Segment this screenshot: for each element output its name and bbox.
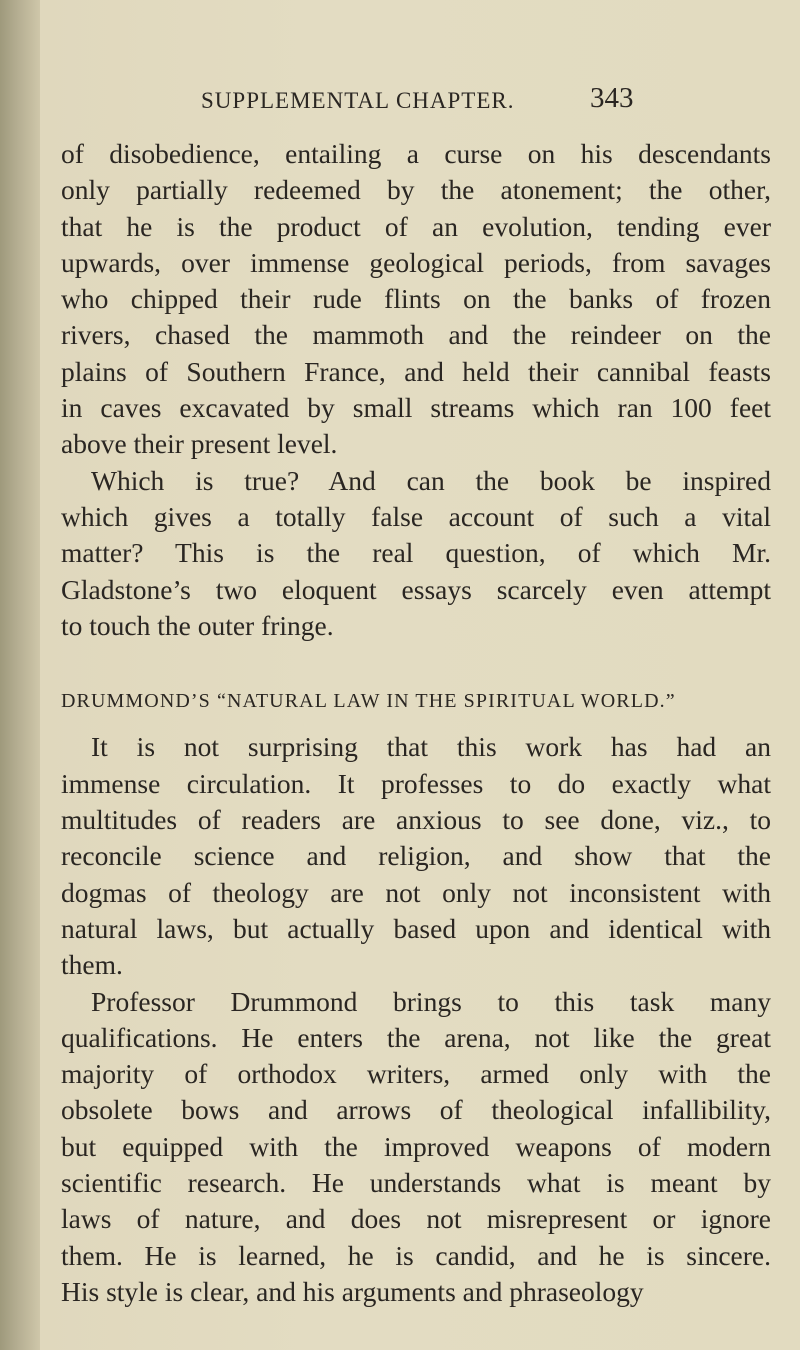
page-gutter-shadow bbox=[0, 0, 40, 1350]
text-line: them. bbox=[61, 949, 123, 981]
text-line: qualifications. He enters the arena, not like the great bbox=[61, 1021, 771, 1053]
text-line: dogmas of theology are not only not inconsistent with bbox=[61, 876, 771, 908]
text-line: reconcile science and religion, and show that the bbox=[61, 840, 771, 872]
page-header bbox=[0, 82, 800, 122]
text-line: rivers, chased the mammoth and the reindeer on the bbox=[61, 319, 771, 351]
text-line: obsolete bows and arrows of theological infallibility, bbox=[61, 1094, 771, 1126]
text-line: above their present level. bbox=[61, 428, 338, 460]
text-line: but equipped with the improved weapons of modern bbox=[61, 1130, 771, 1162]
text-line: It is not surprising that this work has had an bbox=[91, 731, 771, 763]
text-line: immense circulation. It professes to do exactly what bbox=[61, 767, 771, 799]
text-line: plains of Southern France, and held their cannibal feasts bbox=[61, 355, 771, 387]
text-line: them. He is learned, he is candid, and he is sincere. bbox=[61, 1239, 771, 1271]
paragraph-3 bbox=[61, 729, 771, 983]
text-line: His style is clear, and his arguments and phraseology bbox=[61, 1275, 644, 1307]
text-line: natural laws, but actually based upon and identical with bbox=[61, 912, 771, 944]
text-line: which gives a totally false account of such a vital bbox=[61, 500, 771, 532]
text-line: Which is true? And can the book be inspired bbox=[91, 464, 771, 496]
page-number: 343 bbox=[590, 82, 634, 114]
text-line: scientific research. He understands what is meant by bbox=[61, 1167, 771, 1199]
text-line: Professor Drummond brings to this task many bbox=[91, 985, 771, 1017]
text-line: in caves excavated by small streams which ran 100 feet bbox=[61, 392, 771, 424]
paragraph-2 bbox=[61, 463, 771, 644]
text-line: Gladstone’s two eloquent essays scarcely even attempt bbox=[61, 573, 771, 605]
page-body bbox=[61, 136, 771, 1310]
text-line: that he is the product of an evolution, tending ever bbox=[61, 210, 771, 242]
text-line: matter? This is the real question, of which Mr. bbox=[61, 537, 771, 569]
text-line: only partially redeemed by the atonement; the other, bbox=[61, 174, 771, 206]
text-line: majority of orthodox writers, armed only with the bbox=[61, 1058, 771, 1090]
paragraph-1 bbox=[61, 136, 771, 463]
text-line: of disobedience, entailing a curse on his descendants bbox=[61, 138, 771, 169]
text-line: who chipped their rude flints on the banks of frozen bbox=[61, 283, 771, 315]
section-heading: DRUMMOND’S “NATURAL LAW IN THE SPIRITUAL WORLD.” bbox=[61, 690, 676, 713]
paragraph-4 bbox=[61, 984, 771, 1311]
text-line: upwards, over immense geological periods, from savages bbox=[61, 246, 771, 278]
text-line: laws of nature, and does not misrepresent or ignore bbox=[61, 1203, 771, 1235]
text-line: multitudes of readers are anxious to see done, viz., to bbox=[61, 804, 771, 836]
text-line: to touch the outer fringe. bbox=[61, 609, 334, 641]
running-head: SUPPLEMENTAL CHAPTER. bbox=[201, 88, 515, 113]
